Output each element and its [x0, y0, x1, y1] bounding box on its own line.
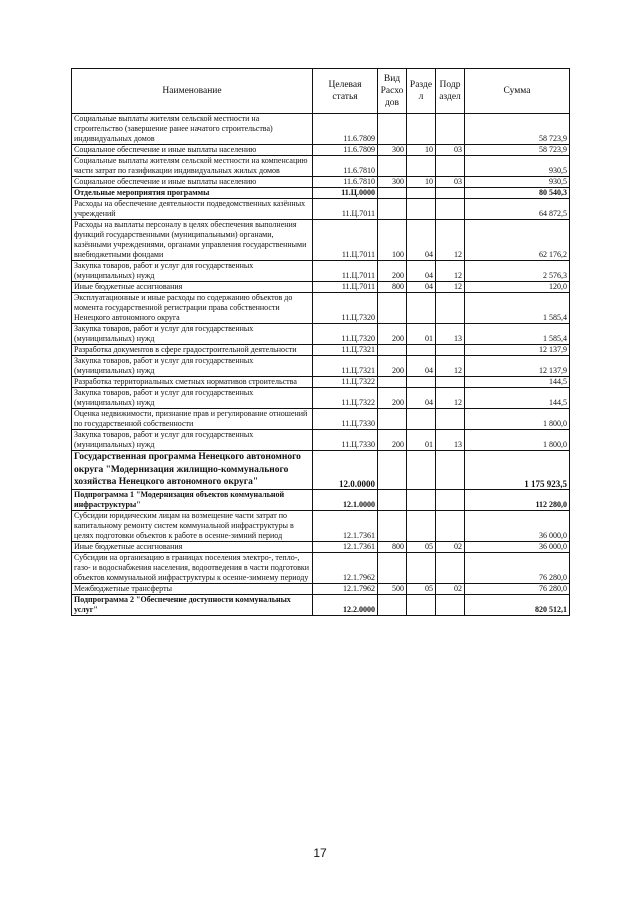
table-row — [72, 451, 570, 490]
row-expense-type — [378, 156, 407, 177]
row-target-code: 11.Ц.7011 — [313, 282, 378, 293]
row-target-code: 11.6.7809 — [313, 114, 378, 145]
row-name: Субсидии юридическим лицам на возмещение части затрат по капитальному ремонту систем коммунальной инфраструктуры в целях подготовки объектов к работе в осенне-зимний период — [72, 510, 313, 541]
row-name: Иные бюджетные ассигнования — [72, 282, 313, 293]
row-name: Оценка недвижимости, признание прав и регулирование отношений по государственной собственности — [72, 409, 313, 430]
row-subsection — [436, 188, 465, 199]
row-expense-type — [378, 451, 407, 490]
table-row — [72, 145, 570, 156]
row-expense-type: 100 — [378, 220, 407, 261]
row-expense-type: 200 — [378, 430, 407, 451]
row-section: 04 — [407, 356, 436, 377]
table-row — [72, 489, 570, 510]
table-row — [72, 188, 570, 199]
table-row — [72, 293, 570, 324]
row-target-code: 11.Ц.7320 — [313, 324, 378, 345]
row-target-code: 11.Ц.7321 — [313, 356, 378, 377]
page-number: 17 — [313, 846, 327, 860]
row-sum: 12 137,9 — [465, 345, 570, 356]
row-section: 10 — [407, 177, 436, 188]
header-code: Целевая статья — [313, 69, 378, 114]
row-subsection: 02 — [436, 541, 465, 552]
table-body — [72, 114, 570, 616]
row-target-code: 11.Ц.7321 — [313, 345, 378, 356]
row-subsection — [436, 510, 465, 541]
row-name: Подпрограмма 2 "Обеспечение доступности коммунальных услуг" — [72, 594, 313, 615]
row-target-code: 12.1.7962 — [313, 583, 378, 594]
row-expense-type: 200 — [378, 388, 407, 409]
row-expense-type: 800 — [378, 282, 407, 293]
row-sum: 1 800,0 — [465, 430, 570, 451]
row-section — [407, 293, 436, 324]
row-subsection: 13 — [436, 430, 465, 451]
row-target-code: 12.0.0000 — [313, 451, 378, 490]
row-expense-type — [378, 345, 407, 356]
table-row — [72, 156, 570, 177]
row-name: Социальные выплаты жителям сельской местности на строительство (завершение ранее начатого строительства) индивидуальных домов — [72, 114, 313, 145]
row-expense-type — [378, 510, 407, 541]
header-expense-type: Вид Расхо дов — [378, 69, 407, 114]
row-name: Расходы на выплаты персоналу в целях обеспечения выполнения функций государственными (муниципальными) органами, казёнными учреждениями, органами управления государственными внебюджетными фондами — [72, 220, 313, 261]
table-row — [72, 282, 570, 293]
row-expense-type — [378, 114, 407, 145]
row-sum: 120,0 — [465, 282, 570, 293]
row-sum: 12 137,9 — [465, 356, 570, 377]
table-row — [72, 114, 570, 145]
row-target-code: 11.6.7810 — [313, 156, 378, 177]
row-section: 04 — [407, 282, 436, 293]
row-subsection — [436, 199, 465, 220]
row-name: Закупка товаров, работ и услуг для государственных (муниципальных) нужд — [72, 356, 313, 377]
table-row — [72, 199, 570, 220]
table-row — [72, 541, 570, 552]
row-subsection: 03 — [436, 145, 465, 156]
row-sum: 76 280,0 — [465, 552, 570, 583]
row-sum: 36 000,0 — [465, 510, 570, 541]
row-sum: 1 585,4 — [465, 324, 570, 345]
row-sum: 80 540,3 — [465, 188, 570, 199]
row-target-code: 11.Ц.0000 — [313, 188, 378, 199]
row-expense-type — [378, 552, 407, 583]
row-section — [407, 489, 436, 510]
row-section — [407, 451, 436, 490]
table-header-row — [72, 69, 570, 114]
row-sum: 820 512,1 — [465, 594, 570, 615]
row-sum: 1 585,4 — [465, 293, 570, 324]
row-name: Расходы на обеспечение деятельности подведомственных казённых учреждений — [72, 199, 313, 220]
row-subsection: 13 — [436, 324, 465, 345]
row-section — [407, 552, 436, 583]
row-subsection — [436, 156, 465, 177]
row-name: Субсидии на организацию в границах поселения электро-, тепло-, газо- и водоснабжения населения, водоотведения в части подготовки объектов коммунальной инфраструктуры к осенне-зимнему периоду — [72, 552, 313, 583]
row-target-code: 11.Ц.7011 — [313, 220, 378, 261]
row-name: Социальное обеспечение и иные выплаты населению — [72, 145, 313, 156]
row-name: Иные бюджетные ассигнования — [72, 541, 313, 552]
row-target-code: 11.Ц.7011 — [313, 199, 378, 220]
row-subsection — [436, 489, 465, 510]
row-name: Государственная программа Ненецкого автономного округа "Модернизация жилищно-коммунального хозяйства Ненецкого автономного округа" — [72, 451, 313, 490]
row-target-code: 11.6.7810 — [313, 177, 378, 188]
row-name: Закупка товаров, работ и услуг для государственных (муниципальных) нужд — [72, 430, 313, 451]
budget-table — [71, 68, 570, 616]
row-section: 01 — [407, 324, 436, 345]
row-name: Подпрограмма 1 "Модернизация объектов коммунальной инфраструктуры" — [72, 489, 313, 510]
table-row — [72, 345, 570, 356]
row-subsection: 02 — [436, 583, 465, 594]
row-section — [407, 594, 436, 615]
header-sum: Сумма — [465, 69, 570, 114]
table-row — [72, 388, 570, 409]
row-sum: 1 800,0 — [465, 409, 570, 430]
row-subsection: 12 — [436, 388, 465, 409]
row-expense-type: 800 — [378, 541, 407, 552]
row-sum: 62 176,2 — [465, 220, 570, 261]
row-subsection — [436, 552, 465, 583]
header-subsection: Подр аздел — [436, 69, 465, 114]
header-section: Разде л — [407, 69, 436, 114]
row-name: Межбюджетные трансферты — [72, 583, 313, 594]
row-target-code: 12.1.0000 — [313, 489, 378, 510]
table-row — [72, 324, 570, 345]
row-target-code: 12.2.0000 — [313, 594, 378, 615]
row-section — [407, 345, 436, 356]
row-section: 10 — [407, 145, 436, 156]
table-row — [72, 430, 570, 451]
row-name: Разработка документов в сфере градостроительной деятельности — [72, 345, 313, 356]
header-name: Наименование — [72, 69, 313, 114]
row-target-code: 11.6.7809 — [313, 145, 378, 156]
row-section — [407, 188, 436, 199]
row-target-code: 11.Ц.7011 — [313, 261, 378, 282]
row-subsection: 12 — [436, 220, 465, 261]
row-name: Социальные выплаты жителям сельской местности на компенсацию части затрат по газификации индивидуальных жилых домов — [72, 156, 313, 177]
row-target-code: 12.1.7361 — [313, 541, 378, 552]
row-target-code: 12.1.7361 — [313, 510, 378, 541]
row-target-code: 11.Ц.7330 — [313, 430, 378, 451]
row-subsection — [436, 345, 465, 356]
row-target-code: 11.Ц.7320 — [313, 293, 378, 324]
row-expense-type: 200 — [378, 261, 407, 282]
table-row — [72, 594, 570, 615]
row-expense-type — [378, 489, 407, 510]
row-subsection: 12 — [436, 356, 465, 377]
row-expense-type: 200 — [378, 356, 407, 377]
row-expense-type — [378, 188, 407, 199]
row-section — [407, 199, 436, 220]
row-target-code: 12.1.7962 — [313, 552, 378, 583]
row-section: 05 — [407, 583, 436, 594]
table-row — [72, 356, 570, 377]
row-subsection: 12 — [436, 282, 465, 293]
row-section: 05 — [407, 541, 436, 552]
row-name: Разработка территориальных сметных нормативов строительства — [72, 377, 313, 388]
table-row — [72, 220, 570, 261]
row-name: Закупка товаров, работ и услуг для государственных (муниципальных) нужд — [72, 261, 313, 282]
table-row — [72, 177, 570, 188]
row-subsection — [436, 114, 465, 145]
row-sum: 1 175 923,5 — [465, 451, 570, 490]
row-sum: 64 872,5 — [465, 199, 570, 220]
row-target-code: 11.Ц.7322 — [313, 377, 378, 388]
row-sum: 112 280,0 — [465, 489, 570, 510]
row-expense-type: 500 — [378, 583, 407, 594]
row-target-code: 11.Ц.7322 — [313, 388, 378, 409]
row-section — [407, 156, 436, 177]
table-row — [72, 552, 570, 583]
row-sum: 36 000,0 — [465, 541, 570, 552]
row-expense-type — [378, 199, 407, 220]
row-section — [407, 409, 436, 430]
row-expense-type — [378, 293, 407, 324]
row-subsection — [436, 451, 465, 490]
row-expense-type — [378, 594, 407, 615]
row-subsection: 03 — [436, 177, 465, 188]
row-sum: 76 280,0 — [465, 583, 570, 594]
row-section — [407, 510, 436, 541]
row-target-code: 11.Ц.7330 — [313, 409, 378, 430]
table-row — [72, 377, 570, 388]
row-name: Эксплуатационные и иные расходы по содержанию объектов до момента государственной регистрации права собственности Ненецкого автономного округа — [72, 293, 313, 324]
row-section: 04 — [407, 388, 436, 409]
row-expense-type: 300 — [378, 145, 407, 156]
row-name: Закупка товаров, работ и услуг для государственных (муниципальных) нужд — [72, 388, 313, 409]
table-row — [72, 409, 570, 430]
row-sum: 930,5 — [465, 177, 570, 188]
row-section: 01 — [407, 430, 436, 451]
row-expense-type — [378, 409, 407, 430]
row-sum: 144,5 — [465, 388, 570, 409]
row-subsection — [436, 377, 465, 388]
row-subsection — [436, 409, 465, 430]
row-name: Отдельные мероприятия программы — [72, 188, 313, 199]
row-name: Социальное обеспечение и иные выплаты населению — [72, 177, 313, 188]
row-sum: 58 723,9 — [465, 145, 570, 156]
row-subsection — [436, 594, 465, 615]
table-row — [72, 583, 570, 594]
row-expense-type: 300 — [378, 177, 407, 188]
row-sum: 2 576,3 — [465, 261, 570, 282]
row-section: 04 — [407, 220, 436, 261]
row-sum: 144,5 — [465, 377, 570, 388]
row-expense-type: 200 — [378, 324, 407, 345]
row-name: Закупка товаров, работ и услуг для государственных (муниципальных) нужд — [72, 324, 313, 345]
table-row — [72, 261, 570, 282]
table-row — [72, 510, 570, 541]
row-section — [407, 377, 436, 388]
row-subsection — [436, 293, 465, 324]
row-expense-type — [378, 377, 407, 388]
row-sum: 58 723,9 — [465, 114, 570, 145]
row-section: 04 — [407, 261, 436, 282]
row-section — [407, 114, 436, 145]
row-sum: 930,5 — [465, 156, 570, 177]
row-subsection: 12 — [436, 261, 465, 282]
